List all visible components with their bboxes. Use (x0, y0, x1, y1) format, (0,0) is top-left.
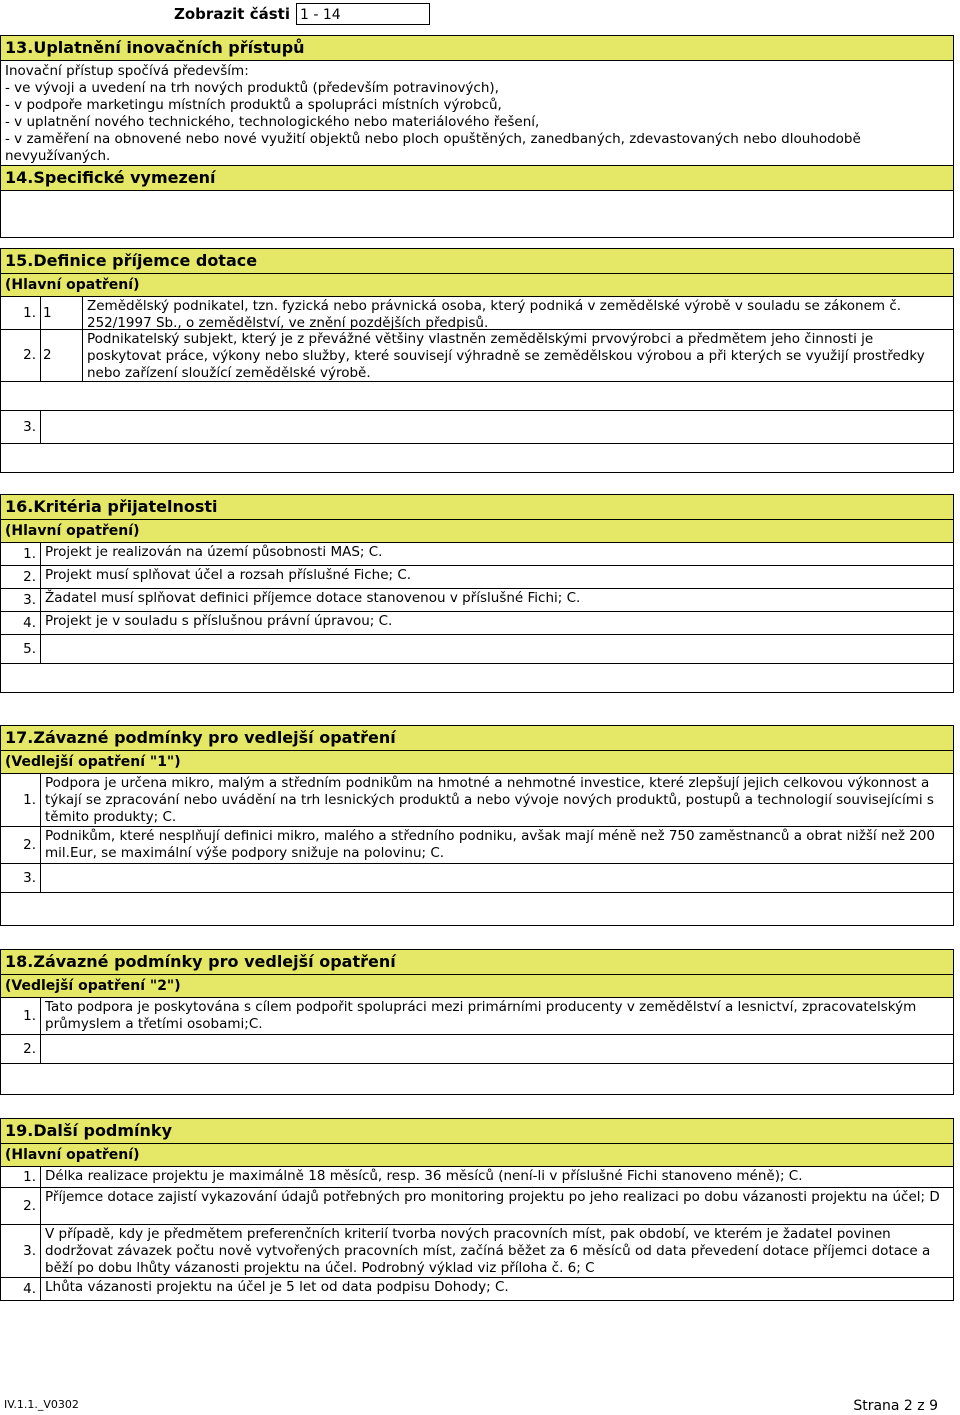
row-text: Žadatel musí splňovat definici příjemce dotace stanovenou v příslušné Fichi; C. (45, 590, 581, 606)
row-number: 1. (1, 297, 41, 329)
section-17-title: 17.Závazné podmínky pro vedlejší opatření (1, 726, 953, 751)
table-row (1, 827, 953, 864)
row-number: 1. (1, 543, 41, 565)
row-number: 2. (1, 1035, 41, 1063)
section-19-title: 19.Další podmínky (1, 1119, 953, 1144)
table-row (1, 566, 953, 589)
row-text: Projekt je v souladu s příslušnou právní úpravou; C. (45, 613, 393, 629)
section-14 (0, 165, 954, 238)
section-selector-input[interactable]: 1 - 14 (296, 3, 430, 25)
section-14-title: 14.Specifické vymezení (1, 166, 953, 191)
table-row (1, 589, 953, 612)
row-text: Projekt musí splňovat účel a rozsah příslušné Fiche; C. (45, 567, 412, 583)
row-text: V případě, kdy je předmětem preferenčních kriterií tvorba nových pracovních míst, pak období, ve kterém je žadatel povinen dodržovat závazek počtu nově vytvořených pracovních míst, začíná běžet za 6 měsíců od data převedení dotace příjemci dotace a běží po dobu lhůty vázanosti projektu na účel. Podrobný výklad viz příloha č. 6; C (45, 1226, 931, 1276)
row-number: 1. (1, 774, 41, 826)
row-text: Zemědělský podnikatel, tzn. fyzická nebo právnická osoba, který podniká v zemědělské výrobě v souladu se zákonem č. 252/1997 Sb., o zemědělství, ve znění pozdějších předpisů. (87, 298, 902, 331)
section-15-spacer (1, 382, 953, 411)
row-number: 1. (1, 1167, 41, 1187)
footer-doc-code: IV.1.1._V0302 (4, 1398, 79, 1411)
row-code: 1 (41, 297, 83, 329)
section-19-subtitle: (Hlavní opatření) (1, 1144, 953, 1167)
row-text (41, 411, 953, 443)
row-number: 4. (1, 1278, 41, 1300)
section-13-line: - v zaměření na obnovené nebo nové využití objektů nebo ploch opuštěných, zanedbaných, zdevastovaných nebo dlouhodobě nevyužívaných. (5, 131, 861, 164)
section-13-line: Inovační přístup spočívá především: (5, 63, 249, 79)
row-text: Lhůta vázanosti projektu na účel je 5 let od data podpisu Dohody; C. (45, 1279, 509, 1295)
row-number: 3. (1, 864, 41, 892)
row-number: 2. (1, 1188, 41, 1224)
row-text: Příjemce dotace zajistí vykazování údajů potřebných pro monitoring projektu po jeho realizaci po dobu vázanosti projektu na účel; D (45, 1189, 940, 1205)
section-16 (0, 494, 954, 693)
row-text (41, 635, 953, 663)
table-row (1, 774, 953, 827)
table-row (1, 1278, 953, 1301)
section-15 (0, 248, 954, 473)
section-19 (0, 1118, 954, 1301)
row-number: 2. (1, 566, 41, 588)
row-number: 1. (1, 998, 41, 1034)
row-text: Podnikatelský subjekt, který je z převážné většiny vlastněn zemědělskými prvovýrobci a předmětem jeho činnosti je poskytovat práce, výkony nebo služby, které souvisejí výhradně se zemědělskou výrobou a při kterých se využijí prostředky nebo zařízení sloužící zemědělské výrobě. (87, 331, 925, 381)
row-text: Podnikům, které nesplňují definici mikro, malého a středního podniku, avšak mají méně než 750 zaměstnanců a obrat nižší než 200 mil.Eur, se maximální výše podpory snižuje na polovinu; C. (45, 828, 935, 861)
table-row (1, 411, 953, 444)
section-13-body (1, 61, 953, 167)
section-13 (0, 35, 954, 167)
section-17 (0, 725, 954, 926)
section-17-spacer (1, 893, 953, 926)
row-number: 3. (1, 1225, 41, 1277)
section-17-subtitle: (Vedlejší opatření "1") (1, 751, 953, 774)
row-text: Projekt je realizován na území působnosti MAS; C. (45, 544, 383, 560)
section-16-spacer (1, 664, 953, 693)
row-text (41, 864, 953, 892)
section-selector (174, 2, 430, 26)
table-row (1, 635, 953, 664)
row-text: Tato podpora je poskytována s cílem podpořit spolupráci mezi primárními producenty v zemědělství a lesnictví, zpracovatelským průmyslem a třetími osobami;C. (45, 999, 917, 1032)
table-row (1, 612, 953, 635)
section-13-line: - ve vývoji a uvedení na trh nových produktů (především potravinových), (5, 80, 499, 96)
section-15-spacer (1, 444, 953, 473)
footer-page-number: Strana 2 z 9 (853, 1398, 938, 1414)
table-row (1, 1035, 953, 1064)
row-number: 4. (1, 612, 41, 634)
section-15-subtitle: (Hlavní opatření) (1, 274, 953, 297)
table-row (1, 1188, 953, 1225)
table-row (1, 864, 953, 893)
row-number: 2. (1, 330, 41, 381)
row-text: Délka realizace projektu je maximálně 18 měsíců, resp. 36 měsíců (není-li v příslušné Fichi stanoveno méně); C. (45, 1168, 803, 1184)
row-text: Podpora je určena mikro, malým a středním podnikům na hmotné a nehmotné investice, které zlepšují jejich celkovou výkonnost a týkají se zpracování nebo uvádění na trh lesnických produktů a nebo vývoje nových produktů, postupů a technologií souvisejícími s těmito produkty; C. (45, 775, 934, 825)
section-14-empty (1, 191, 953, 238)
row-number: 3. (1, 589, 41, 611)
section-16-subtitle: (Hlavní opatření) (1, 520, 953, 543)
table-row (1, 998, 953, 1035)
section-13-line: - v uplatnění nového technického, technologického nebo materiálového řešení, (5, 114, 540, 130)
row-number: 2. (1, 827, 41, 863)
row-code: 2 (41, 330, 83, 381)
row-text (41, 1035, 953, 1063)
section-selector-label: Zobrazit části (174, 5, 290, 23)
row-number: 3. (1, 411, 41, 443)
section-18 (0, 949, 954, 1095)
table-row (1, 297, 953, 330)
section-18-spacer (1, 1064, 953, 1095)
section-13-title: 13.Uplatnění inovačních přístupů (1, 36, 953, 61)
section-16-title: 16.Kritéria přijatelnosti (1, 495, 953, 520)
section-13-line: - v podpoře marketingu místních produktů a spolupráci místních výrobců, (5, 97, 502, 113)
table-row (1, 1225, 953, 1278)
table-row (1, 330, 953, 382)
table-row (1, 1167, 953, 1188)
section-18-subtitle: (Vedlejší opatření "2") (1, 975, 953, 998)
row-number: 5. (1, 635, 41, 663)
table-row (1, 543, 953, 566)
section-18-title: 18.Závazné podmínky pro vedlejší opatření (1, 950, 953, 975)
section-15-title: 15.Definice příjemce dotace (1, 249, 953, 274)
